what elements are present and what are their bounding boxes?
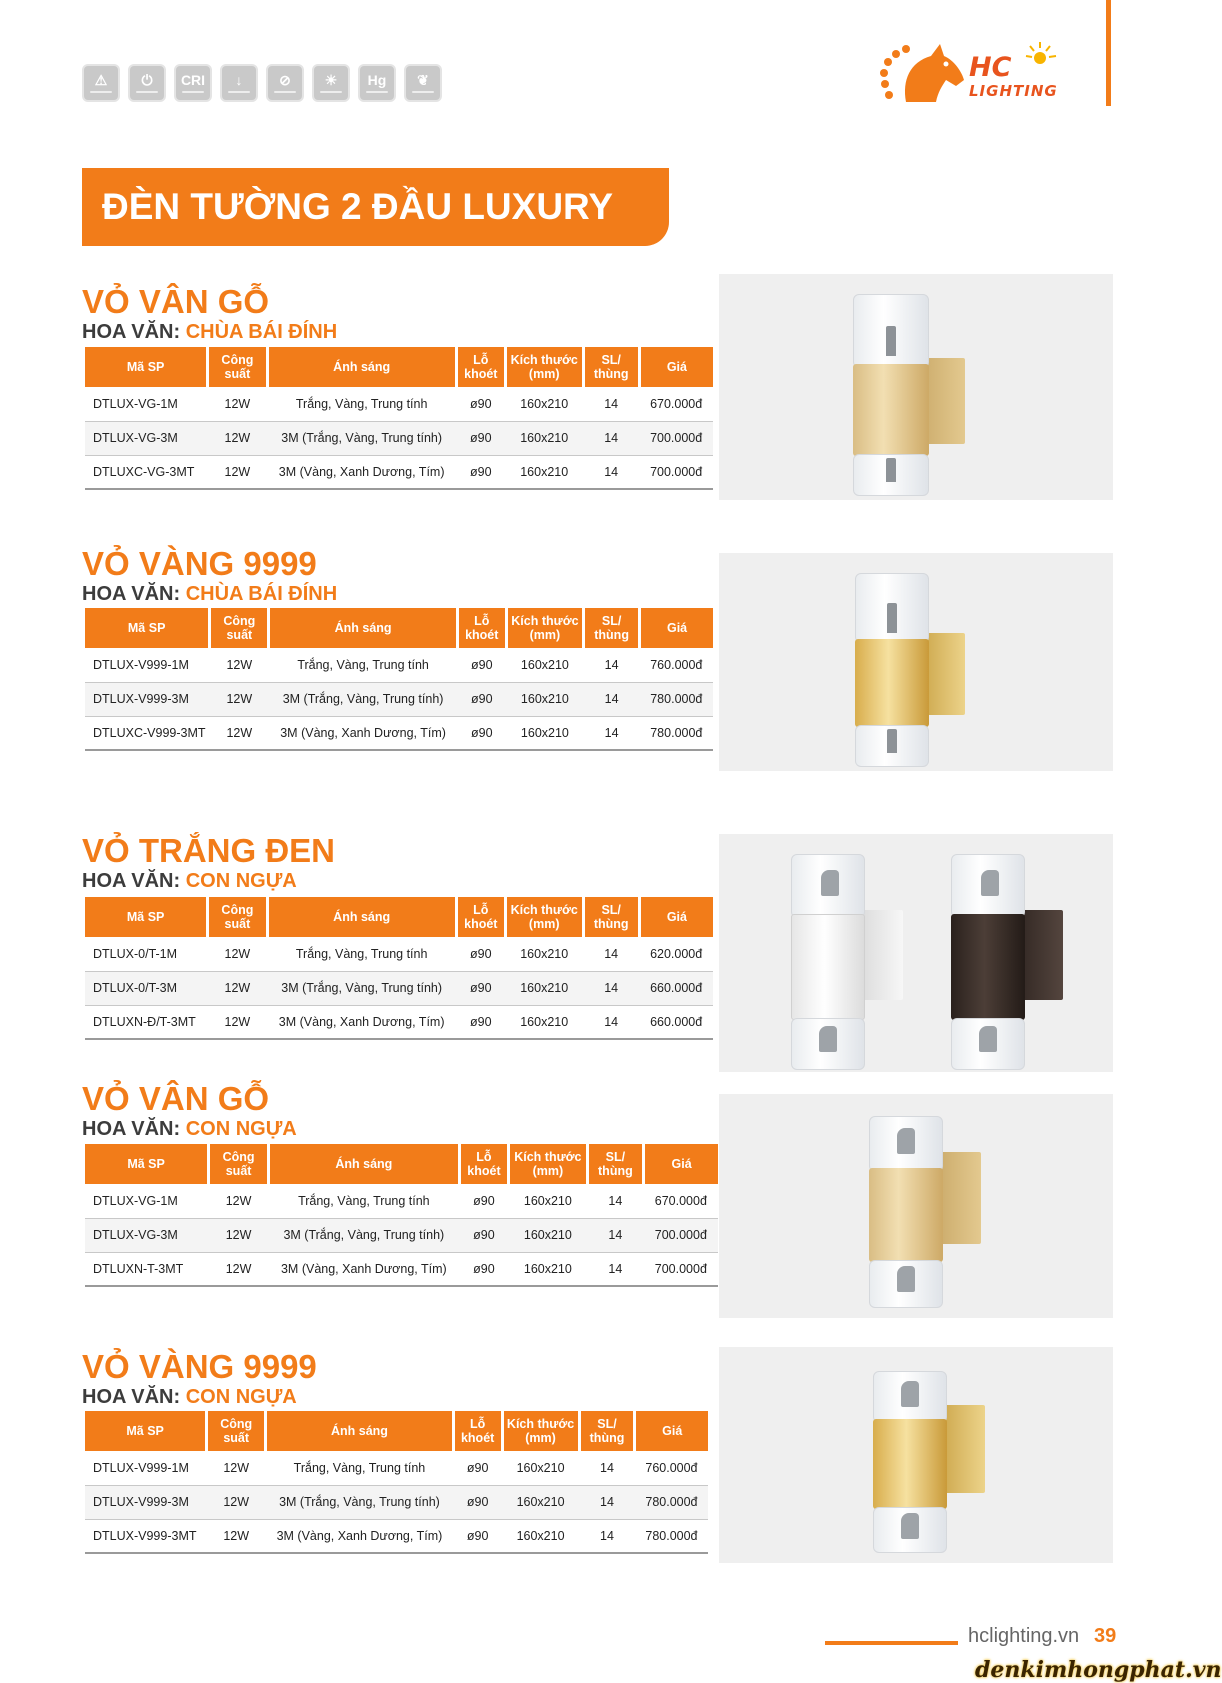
table-cell: 660.000đ [639,971,713,1005]
table-cell: DTLUX-VG-3M [85,1218,209,1252]
pattern-label: HOA VĂN: [82,870,181,892]
pattern-label: HOA VĂN: [82,1386,181,1408]
table-cell: 660.000đ [639,1005,713,1039]
table-cell: 14 [587,1252,644,1286]
table-cell: 3M (Vàng, Xanh Dương, Tím) [267,1005,456,1039]
page-title: ĐÈN TƯỜNG 2 ĐẦU LUXURY [102,186,614,227]
table-cell: DTLUX-VG-3M [85,421,208,455]
low-power-icon: ↓ [220,64,258,102]
page-title-banner [82,168,669,246]
table-cell: 3M (Vàng, Xanh Dương, Tím) [268,1252,459,1286]
column-header: Kích thước (mm) [505,347,583,387]
table-cell: 12W [209,1252,269,1286]
spec-table [85,1144,718,1287]
table-cell: ø90 [457,648,506,682]
table-cell: Trắng, Vàng, Trung tính [267,937,456,971]
section-header [82,284,337,344]
column-header: Mã SP [85,897,208,937]
pattern-value: CON NGỰA [185,1386,297,1408]
spec-table [85,1411,708,1554]
table-row [85,648,713,682]
table-cell: ø90 [453,1485,502,1519]
table-row [85,1451,708,1485]
column-header: Lỗ khoét [456,347,505,387]
table-cell: 14 [579,1519,635,1553]
table-cell: DTLUXN-Đ/T-3MT [85,1005,208,1039]
table-cell: 160x210 [509,1184,587,1218]
section-title: VỎ VÀNG 9999 [82,1348,317,1385]
column-header: Giá [644,1144,718,1184]
table-cell: ø90 [456,455,505,489]
table-row [85,387,713,421]
column-header: Mã SP [85,1411,207,1451]
table-cell: 12W [208,387,267,421]
table-cell: 3M (Vàng, Xanh Dương, Tím) [269,716,457,750]
footer-website: hclighting.vn [968,1625,1080,1647]
footer-accent-line [825,1641,958,1645]
section-pattern [82,1385,317,1409]
table-cell: 160x210 [505,387,583,421]
table-cell: 3M (Vàng, Xanh Dương, Tím) [267,455,456,489]
table-cell: 14 [583,971,639,1005]
table-cell: 160x210 [505,937,583,971]
table-cell: 160x210 [502,1519,579,1553]
column-header: SL/ thùng [579,1411,635,1451]
product-photo-1 [719,274,1113,500]
table-cell: ø90 [457,682,506,716]
table-cell: 14 [579,1451,635,1485]
table-cell: 700.000đ [639,421,713,455]
table-header-row [85,1144,718,1184]
table-cell: 12W [207,1519,266,1553]
column-header: Kích thước (mm) [502,1411,579,1451]
table-header-row [85,897,713,937]
table-cell: DTLUX-VG-1M [85,1184,209,1218]
table-cell: DTLUX-V999-3M [85,1485,207,1519]
product-photo-2 [719,553,1113,771]
table-cell: 14 [583,421,639,455]
table-cell: ø90 [456,971,505,1005]
table-cell: 14 [587,1218,644,1252]
column-header: Ánh sáng [267,347,456,387]
no-uv-icon: ⊘ [266,64,304,102]
section-header [82,1349,317,1409]
table-cell: 14 [579,1485,635,1519]
column-header: Giá [640,608,713,648]
table-cell: 3M (Trắng, Vàng, Trung tính) [266,1485,454,1519]
table-cell: 12W [208,937,267,971]
table-cell: 12W [207,1451,266,1485]
table-row [85,682,713,716]
table-cell: 780.000đ [635,1519,708,1553]
section-title: VỎ VÀNG 9999 [82,545,317,582]
table-cell: 700.000đ [639,455,713,489]
column-header: Công suất [207,1411,266,1451]
table-header-row [85,608,713,648]
column-header: Lỗ khoét [453,1411,502,1451]
table-cell: 14 [583,455,639,489]
column-header: Giá [639,897,713,937]
pattern-label: HOA VĂN: [82,583,181,605]
table-cell: 160x210 [509,1218,587,1252]
column-header: Kích thước (mm) [506,608,583,648]
watermark: denkimhongphat.vn [975,1657,1222,1683]
column-header: Ánh sáng [269,608,457,648]
table-cell: 160x210 [505,971,583,1005]
table-cell: 780.000đ [635,1485,708,1519]
table-row [85,971,713,1005]
table-cell: 3M (Trắng, Vàng, Trung tính) [269,682,457,716]
table-cell: 160x210 [506,648,583,682]
table-row [85,455,713,489]
table-cell: 160x210 [509,1252,587,1286]
table-cell: 14 [583,937,639,971]
column-header: Công suất [208,897,267,937]
table-cell: 14 [583,387,639,421]
section-pattern [82,1117,297,1141]
table-cell: 14 [584,648,640,682]
table-cell: DTLUXN-T-3MT [85,1252,209,1286]
pattern-value: CHÙA BÁI ĐÍNH [185,321,338,343]
lifespan-icon: ⏻ [128,64,166,102]
table-row [85,1184,718,1218]
no-mercury-icon: Hg [358,64,396,102]
ip-rating-icon: ⚠ [82,64,120,102]
table-cell: DTLUX-V999-3M [85,682,210,716]
table-cell: 3M (Trắng, Vàng, Trung tính) [267,421,456,455]
sun-rays-icon [1026,40,1066,70]
table-row [85,1218,718,1252]
table-cell: 780.000đ [640,716,713,750]
table-header-row [85,1411,708,1451]
column-header: Lỗ khoét [456,897,505,937]
table-cell: 12W [207,1485,266,1519]
table-cell: 3M (Trắng, Vàng, Trung tính) [267,971,456,1005]
spec-table [85,897,713,1040]
horse-head-icon [876,40,971,110]
feature-icons [82,64,442,102]
table-cell: 14 [587,1184,644,1218]
table-row [85,421,713,455]
column-header: Ánh sáng [268,1144,459,1184]
table-cell: Trắng, Vàng, Trung tính [266,1451,454,1485]
table-cell: DTLUXC-V999-3MT [85,716,210,750]
column-header: Công suất [209,1144,269,1184]
table-cell: DTLUX-V999-3MT [85,1519,207,1553]
table-cell: ø90 [456,937,505,971]
table-cell: ø90 [459,1218,508,1252]
page-number: 39 [1094,1625,1117,1647]
column-header: Kích thước (mm) [509,1144,587,1184]
table-cell: DTLUX-V999-1M [85,1451,207,1485]
eco-leaf-icon: ❦ [404,64,442,102]
table-cell: ø90 [457,716,506,750]
table-cell: 14 [583,1005,639,1039]
spec-table [85,347,713,490]
table-cell: ø90 [459,1184,508,1218]
table-cell: ø90 [459,1252,508,1286]
logo-hc-text: HC [969,52,1012,83]
light-bulb-icon: ☀ [312,64,350,102]
table-cell: 12W [210,682,269,716]
section-pattern [82,869,335,893]
section-header [82,1081,297,1141]
table-header-row [85,347,713,387]
table-row [85,1005,713,1039]
table-cell: 12W [210,716,269,750]
column-header: Mã SP [85,608,210,648]
table-row [85,1252,718,1286]
logo-lighting-text: LIGHTING [969,82,1058,100]
table-cell: 160x210 [505,421,583,455]
table-cell: 14 [584,716,640,750]
table-cell: 670.000đ [639,387,713,421]
column-header: Ánh sáng [266,1411,454,1451]
column-header: SL/ thùng [584,608,640,648]
pattern-value: CON NGỰA [185,870,297,892]
section-title: VỎ VÂN GỖ [82,283,270,320]
table-cell: 620.000đ [639,937,713,971]
table-cell: DTLUX-VG-1M [85,387,208,421]
table-row [85,716,713,750]
table-cell: 160x210 [506,716,583,750]
column-header: Giá [639,347,713,387]
column-header: Lỗ khoét [457,608,506,648]
column-header: SL/ thùng [587,1144,644,1184]
table-cell: 760.000đ [640,648,713,682]
section-header [82,546,337,606]
table-cell: ø90 [456,387,505,421]
pattern-label: HOA VĂN: [82,1118,181,1140]
table-cell: ø90 [453,1519,502,1553]
header-accent-line [1106,0,1111,106]
column-header: Mã SP [85,347,208,387]
table-cell: 700.000đ [644,1252,718,1286]
column-header: Ánh sáng [267,897,456,937]
table-cell: 3M (Vàng, Xanh Dương, Tím) [266,1519,454,1553]
pattern-value: CHÙA BÁI ĐÍNH [185,583,338,605]
table-cell: DTLUX-0/T-1M [85,937,208,971]
table-cell: 160x210 [505,455,583,489]
column-header: SL/ thùng [583,897,639,937]
table-cell: Trắng, Vàng, Trung tính [267,387,456,421]
table-row [85,1519,708,1553]
product-photo-3 [719,834,1113,1072]
table-cell: 670.000đ [644,1184,718,1218]
cri-icon: CRI [174,64,212,102]
table-row [85,1485,708,1519]
product-photo-4 [719,1094,1113,1318]
column-header: Mã SP [85,1144,209,1184]
table-cell: 700.000đ [644,1218,718,1252]
spec-table [85,608,713,751]
table-cell: 12W [208,971,267,1005]
table-cell: ø90 [453,1451,502,1485]
table-cell: 12W [210,648,269,682]
pattern-label: HOA VĂN: [82,321,181,343]
table-cell: 12W [208,421,267,455]
table-cell: 12W [209,1184,269,1218]
section-title: VỎ TRẮNG ĐEN [82,832,336,869]
table-cell: 160x210 [506,682,583,716]
table-cell: 760.000đ [635,1451,708,1485]
column-header: Công suất [210,608,269,648]
column-header: Kích thước (mm) [505,897,583,937]
section-pattern [82,320,337,344]
section-pattern [82,582,337,606]
column-header: Lỗ khoét [459,1144,508,1184]
hc-lighting-logo [876,40,1092,110]
table-cell: 160x210 [505,1005,583,1039]
pattern-value: CON NGỰA [185,1118,297,1140]
column-header: SL/ thùng [583,347,639,387]
column-header: Giá [635,1411,708,1451]
table-cell: 12W [208,1005,267,1039]
table-cell: 12W [208,455,267,489]
table-cell: 160x210 [502,1485,579,1519]
product-photo-5 [719,1347,1113,1563]
table-row [85,937,713,971]
table-cell: Trắng, Vàng, Trung tính [268,1184,459,1218]
table-cell: DTLUX-0/T-3M [85,971,208,1005]
table-cell: 780.000đ [640,682,713,716]
table-cell: 3M (Trắng, Vàng, Trung tính) [268,1218,459,1252]
table-cell: DTLUXC-VG-3MT [85,455,208,489]
table-cell: ø90 [456,1005,505,1039]
table-cell: Trắng, Vàng, Trung tính [269,648,457,682]
table-cell: 160x210 [502,1451,579,1485]
table-cell: ø90 [456,421,505,455]
section-header [82,833,335,893]
table-cell: 12W [209,1218,269,1252]
section-title: VỎ VÂN GỖ [82,1080,270,1117]
column-header: Công suất [208,347,267,387]
table-cell: DTLUX-V999-1M [85,648,210,682]
table-cell: 14 [584,682,640,716]
